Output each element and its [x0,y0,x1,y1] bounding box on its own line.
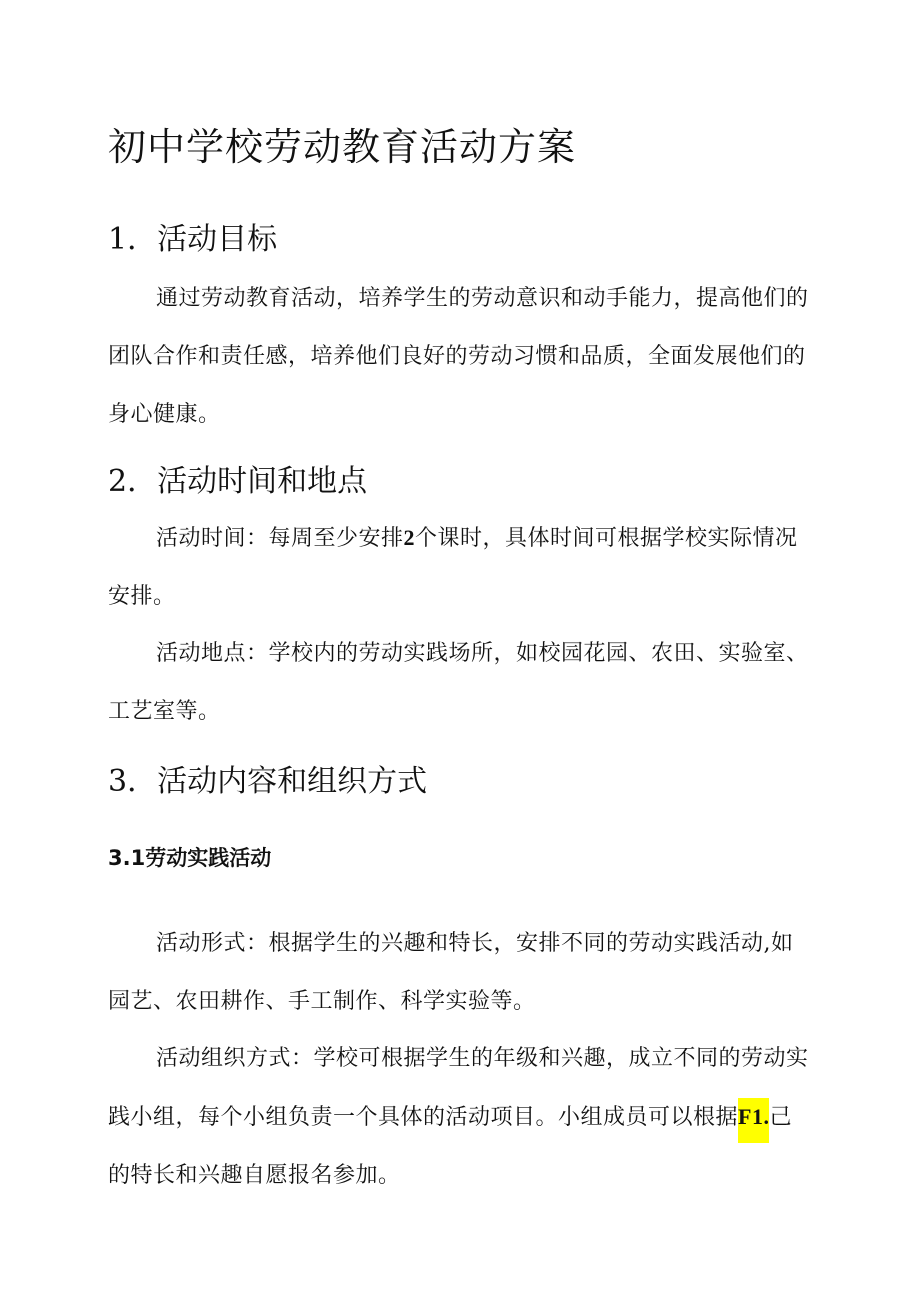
document-title: 初中学校劳动教育活动方案 [108,125,577,169]
section-heading-time-place: 2．活动时间和地点 [108,464,368,499]
section-heading-objectives: 1．活动目标 [108,222,278,257]
activity-time-text-before: 活动时间：每周至少安排 [156,526,404,551]
highlighted-text: F1. [738,1098,769,1143]
activity-time-text-after: 个课时，具体时间可根据学校实际情况安排。 [108,526,798,609]
paragraph-activity-form: 活动形式：根据学生的兴趣和特长，安排不同的劳动实践活动,如园艺、农田耕作、手工制作、科学实验等。 [108,931,794,1014]
paragraph-activity-time [108,509,812,626]
subsection-heading-practice: 3.1劳动实践活动 [108,846,272,870]
paragraph-activity-organization [108,1030,812,1205]
section-heading-content: 3．活动内容和组织方式 [108,764,428,799]
paragraph-objectives: 通过劳动教育活动，培养学生的劳动意识和动手能力，提高他们的团队合作和责任感，培养他们良好的劳动习惯和品质，全面发展他们的身心健康。 [108,286,809,427]
organization-text-after: 己的特长和兴趣自愿报名参加。 [108,1105,792,1188]
paragraph-activity-place: 活动地点：学校内的劳动实践场所，如校园花园、农田、实验室、工艺室等。 [108,641,809,724]
activity-time-number: 2 [403,525,416,550]
organization-text-before: 活动组织方式：学校可根据学生的年级和兴趣，成立不同的劳动实践小组，每个小组负责一个具体的活动项目。小组成员可以根据 [108,1046,809,1130]
